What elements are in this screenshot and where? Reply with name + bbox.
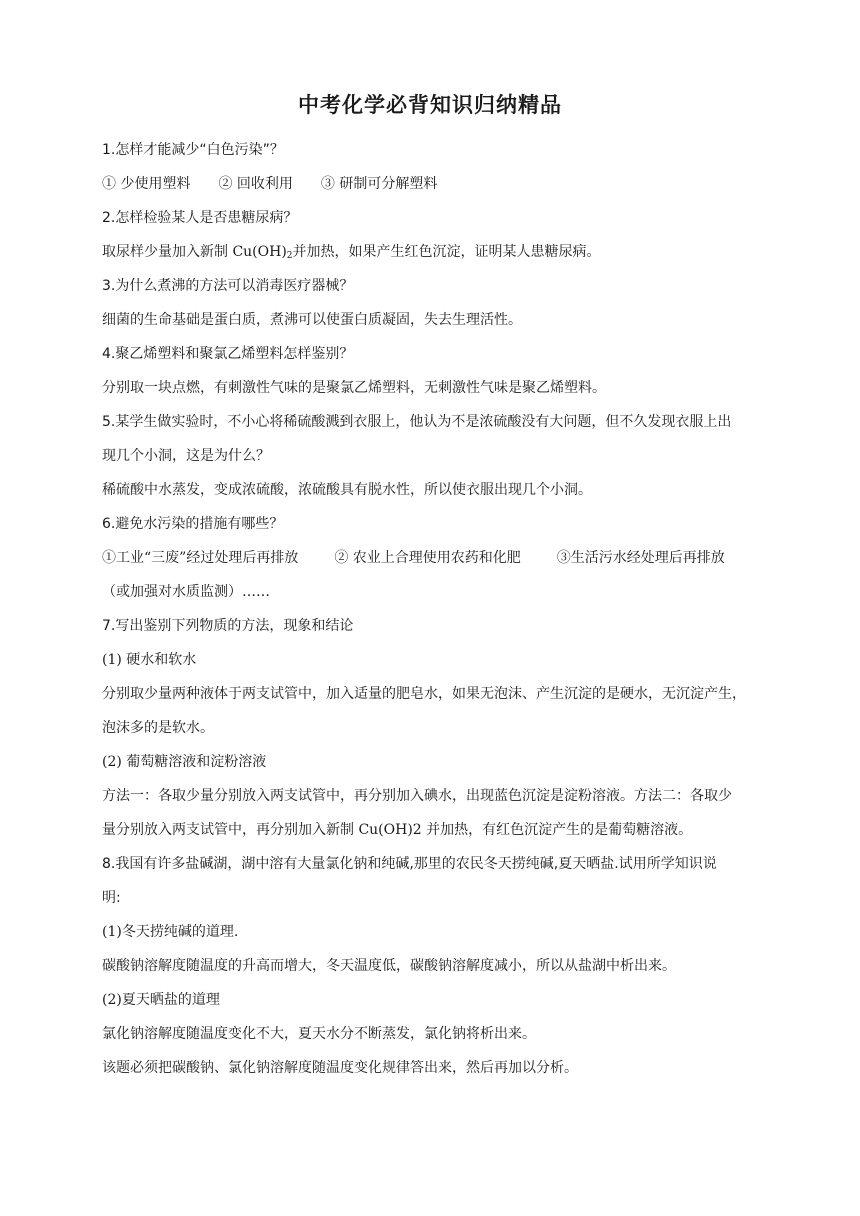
answer-7-2-line-2: 量分别放入两支试管中，再分别加入新制 Cu(OH)2 并加热，有红色沉淀产生的是葡萄糖溶液。 [102, 822, 693, 838]
question-2: 2.怎样检验某人是否患糖尿病？ [102, 210, 298, 226]
answer-8-note: 该题必须把碳酸钠、氯化钠溶解度随温度变化规律答出来，然后再加以分析。 [102, 1060, 578, 1076]
answer-2-text-a: 取尿样少量加入新制 Cu(OH) [102, 244, 287, 260]
document-body [102, 133, 780, 1085]
question-7-part-2: (2) 葡萄糖溶液和淀粉溶液 [102, 754, 267, 770]
answer-3: 细菌的生命基础是蛋白质，煮沸可以使蛋白质凝固，失去生理活性。 [102, 312, 522, 328]
question-8-part-2: (2)夏天晒盐的道理 [102, 992, 220, 1008]
answer-6-line-1 [102, 541, 780, 575]
answer-6-line-2: （或加强对水质监测）…… [102, 584, 270, 600]
question-5-line-1: 5.某学生做实验时，不小心将稀硫酸溅到衣服上，他认为不是浓硫酸没有大问题，但不久发现衣服上出 [102, 414, 732, 430]
answer-2-text-b: 并加热，如果产生红色沉淀，证明某人患糖尿病。 [292, 244, 601, 260]
answer-5: 稀硫酸中水蒸发，变成浓硫酸，浓硫酸具有脱水性，所以使衣服出现几个小洞。 [102, 482, 592, 498]
question-5-line-2: 现几个小洞，这是为什么？ [102, 448, 270, 464]
answer-2 [102, 235, 780, 269]
answer-6-option-3: ③生活污水经处理后再排放 [556, 550, 725, 566]
question-4: 4.聚乙烯塑料和聚氯乙烯塑料怎样鉴别？ [102, 346, 354, 362]
answer-7-1-line-1: 分别取少量两种液体于两支试管中，加入适量的肥皂水，如果无泡沫、产生沉淀的是硬水，无沉淀产生， [102, 686, 746, 702]
answer-7-2-line-1: 方法一：各取少量分别放入两支试管中，再分别加入碘水，出现蓝色沉淀是淀粉溶液。方法二：各取少 [102, 788, 732, 804]
answer-4: 分别取一块点燃，有刺激性气味的是聚氯乙烯塑料，无刺激性气味是聚乙烯塑料。 [102, 380, 606, 396]
page-title: 中考化学必背知识归纳精品 [298, 93, 562, 117]
answer-1-option-1: ① 少使用塑料 [102, 176, 191, 192]
answer-1 [102, 167, 780, 201]
question-6: 6.避免水污染的措施有哪些？ [102, 516, 284, 532]
answer-1-option-2: ② 回收利用 [218, 176, 293, 192]
answer-6-option-1: ①工业“三废”经过处理后再排放 [102, 550, 299, 566]
answer-7-1-line-2: 泡沫多的是软水。 [102, 720, 214, 736]
question-3: 3.为什么煮沸的方法可以消毒医疗器械？ [102, 278, 354, 294]
answer-8-1: 碳酸钠溶解度随温度的升高而增大，冬天温度低，碳酸钠溶解度减小，所以从盐湖中析出来。 [102, 958, 676, 974]
question-8-part-1: (1)冬天捞纯碱的道理. [102, 924, 239, 940]
answer-6-option-2: ② 农业上合理使用农药和化肥 [334, 550, 521, 566]
question-1: 1.怎样才能减少“白色污染”？ [102, 142, 284, 158]
question-8-line-1: 8.我国有许多盐碱湖，湖中溶有大量氯化钠和纯碱,那里的农民冬天捞纯碱,夏天晒盐.试用所学知识说 [102, 856, 717, 872]
question-7: 7.写出鉴别下列物质的方法，现象和结论 [102, 618, 354, 634]
question-7-part-1: (1) 硬水和软水 [102, 652, 197, 668]
answer-8-2: 氯化钠溶解度随温度变化不大，夏天水分不断蒸发，氯化钠将析出来。 [102, 1026, 536, 1042]
answer-2-subscript: 2 [286, 251, 293, 261]
question-8-line-2: 明: [102, 890, 121, 906]
answer-1-option-3: ③ 研制可分解塑料 [320, 176, 438, 192]
